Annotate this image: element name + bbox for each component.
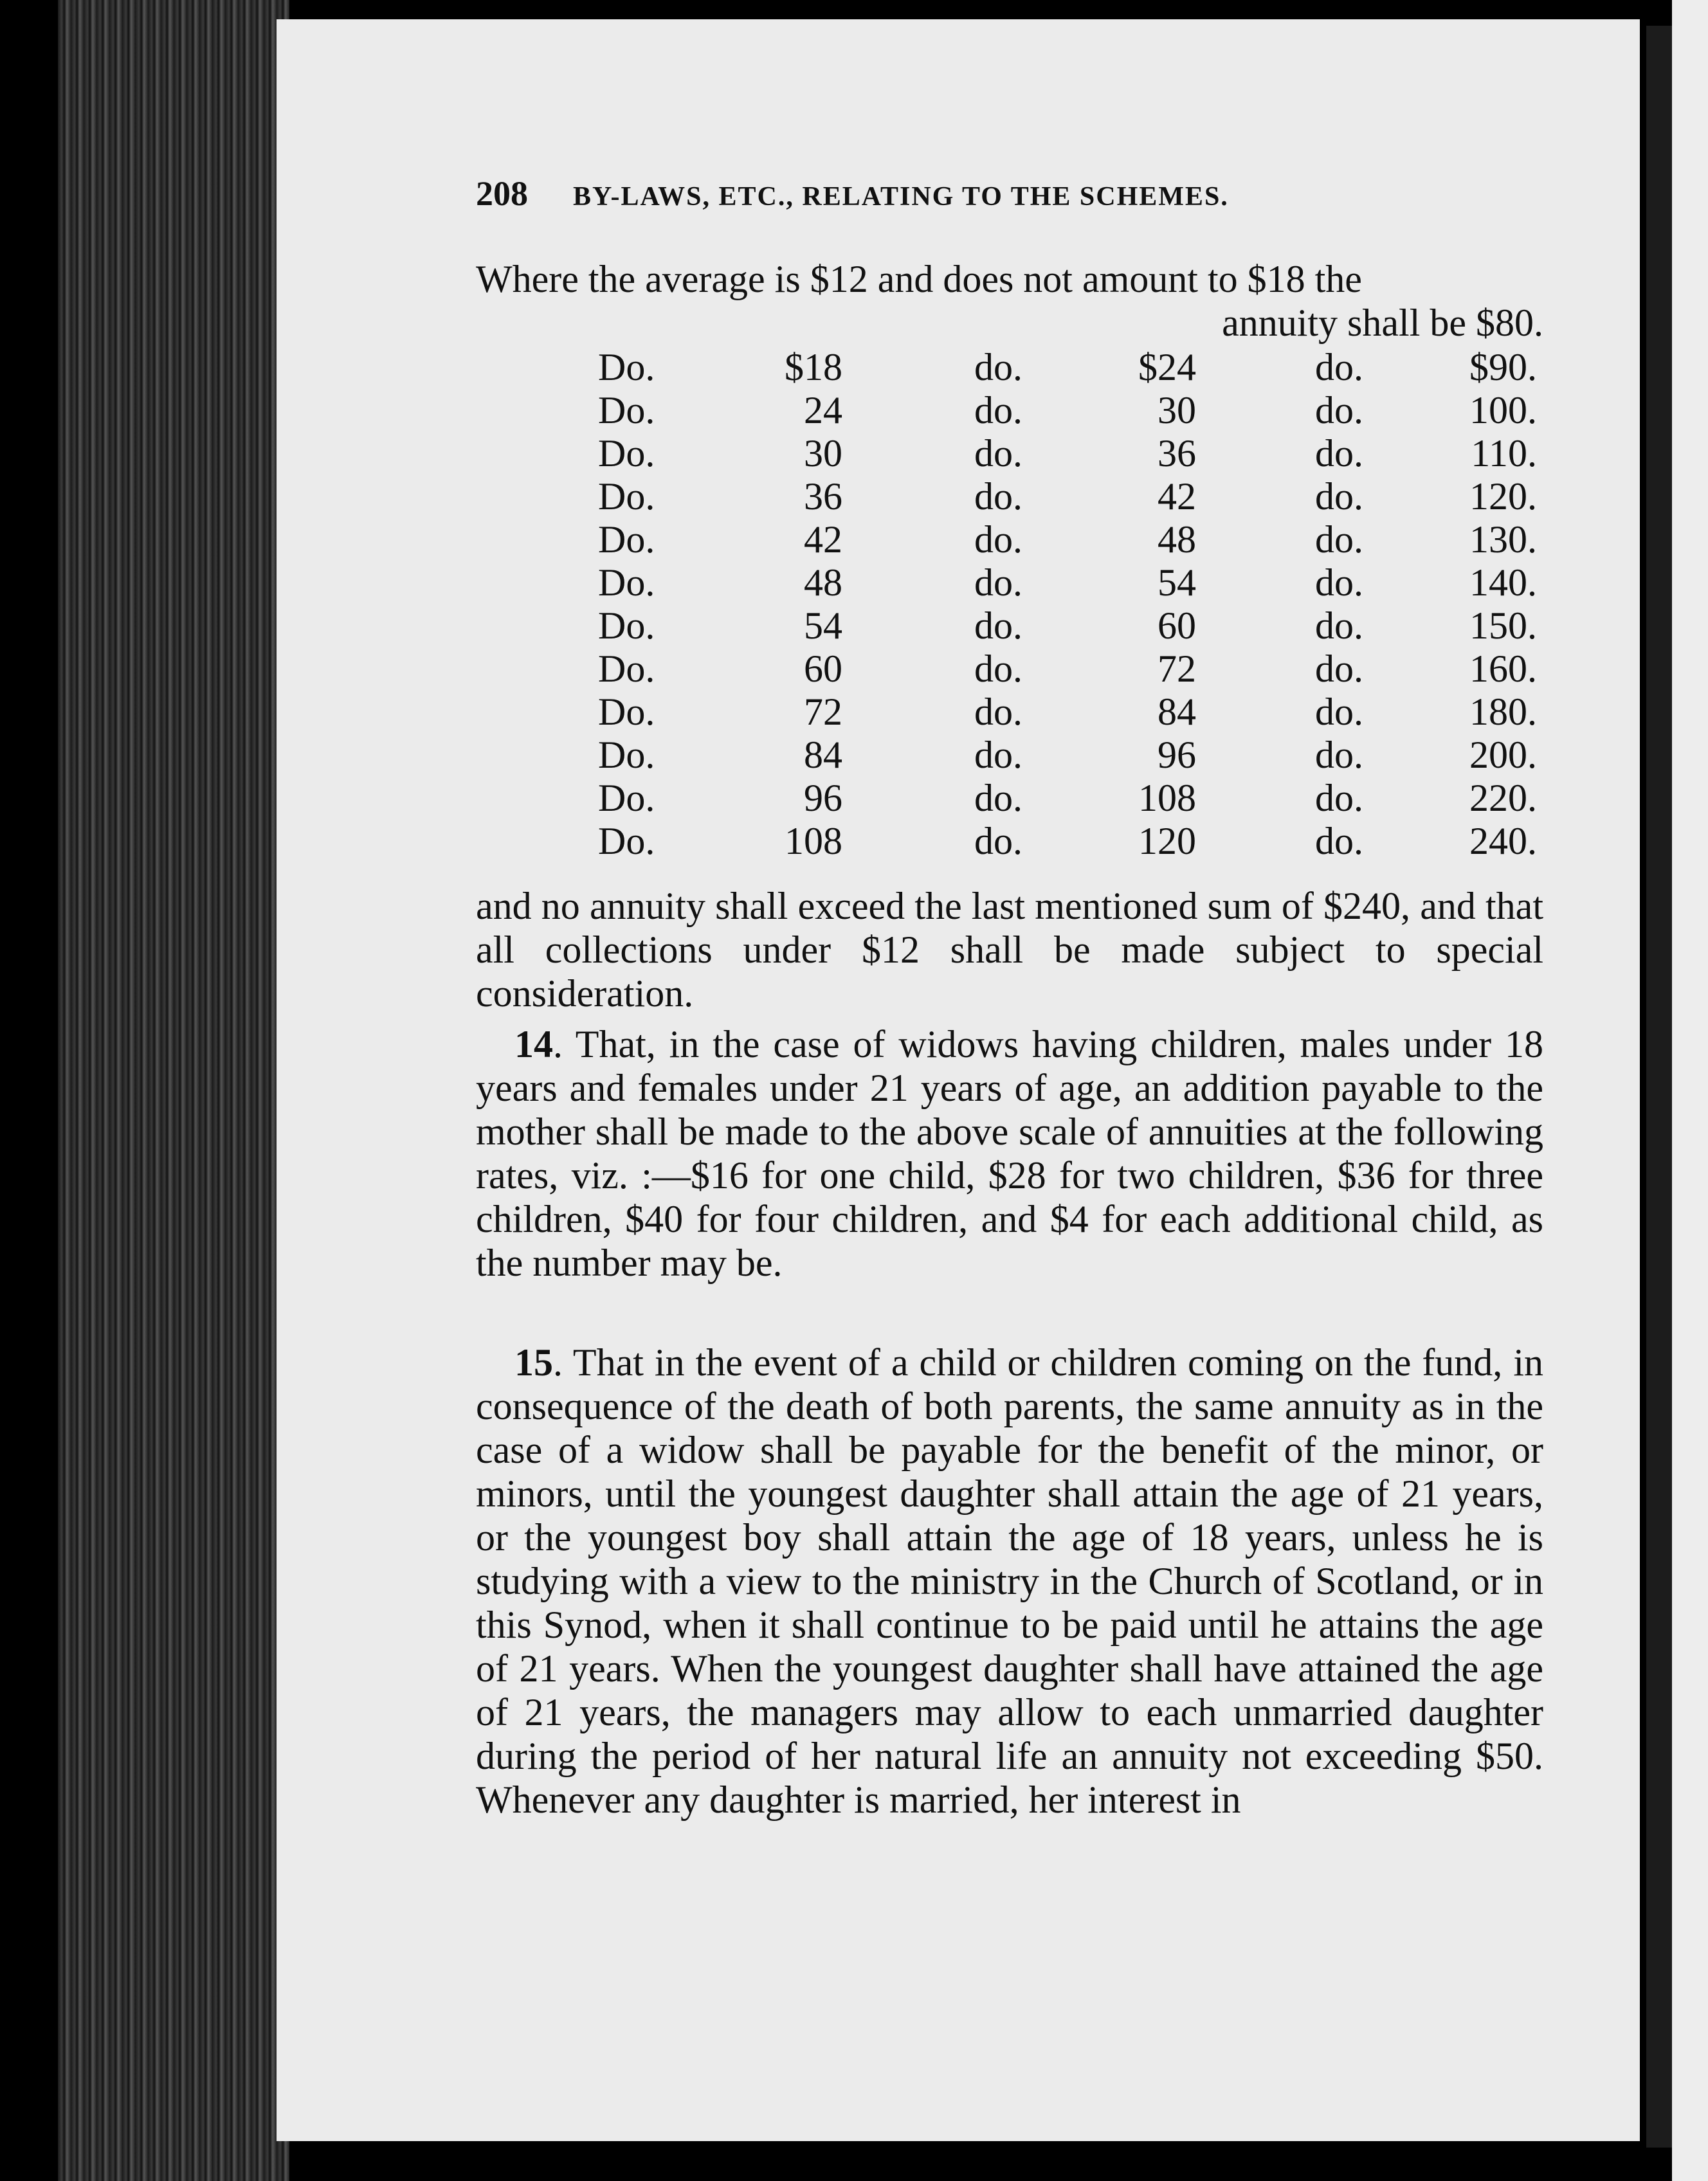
table-cell-label: Do. — [598, 432, 655, 475]
binding-shadow — [1646, 26, 1672, 2148]
table-cell-annuity: 150. — [1469, 604, 1537, 647]
table-row — [598, 691, 1537, 734]
table-cell-annuity: 140. — [1469, 561, 1537, 604]
table-cell-annuity: 180. — [1469, 691, 1537, 733]
paragraph-15 — [476, 1341, 1543, 1822]
table-cell-from: 84 — [804, 734, 842, 776]
table-cell-annuity: 100. — [1469, 389, 1537, 431]
table-cell-mid2: do. — [1315, 734, 1363, 776]
table-cell-label: Do. — [598, 389, 655, 431]
table-cell-mid2: do. — [1315, 475, 1363, 518]
table-cell-to: 84 — [1158, 691, 1196, 733]
table-cell-from: 42 — [804, 518, 842, 561]
table-cell-mid: do. — [974, 691, 1022, 733]
table-cell-mid2: do. — [1315, 518, 1363, 561]
table-cell-label: Do. — [598, 561, 655, 604]
paragraph-number: 15 — [514, 1341, 553, 1384]
table-cell-to: 48 — [1158, 518, 1196, 561]
table-cell-mid: do. — [974, 604, 1022, 647]
table-cell-to: 54 — [1158, 561, 1196, 604]
table-cell-label: Do. — [598, 647, 655, 690]
table-cell-mid: do. — [974, 475, 1022, 518]
table-cell-from: 30 — [804, 432, 842, 475]
table-cell-mid: do. — [974, 518, 1022, 561]
table-row — [598, 475, 1537, 518]
table-cell-from: $18 — [785, 346, 842, 388]
table-cell-mid2: do. — [1315, 432, 1363, 475]
table-row — [598, 346, 1537, 389]
paragraph-text: . That, in the case of widows having children, males under 18 years and females under 21 years of age, an addition payable to the mother shall be made to the above scale of annuities at the following rates, viz. :—$16 for one child, $28 for two children, $36 for three children, $40 for four children, and $4 for each additional child, as the number may be. — [476, 1023, 1543, 1284]
table-cell-from: 72 — [804, 691, 842, 733]
table-cell-to: $24 — [1138, 346, 1196, 388]
table-cell-mid: do. — [974, 346, 1022, 388]
table-cell-to: 36 — [1158, 432, 1196, 475]
table-cell-to: 60 — [1158, 604, 1196, 647]
table-cell-mid2: do. — [1315, 647, 1363, 690]
table-cell-mid2: do. — [1315, 604, 1363, 647]
table-cell-from: 96 — [804, 777, 842, 819]
table-cell-annuity: 220. — [1469, 777, 1537, 819]
table-cell-to: 120 — [1138, 820, 1196, 862]
table-cell-annuity: 120. — [1469, 475, 1537, 518]
table-cell-label: Do. — [598, 346, 655, 388]
table-cell-mid2: do. — [1315, 820, 1363, 862]
table-row — [598, 604, 1537, 647]
closing-paragraph: and no annuity shall exceed the last mentioned sum of $240, and that all collections under $12 shall be made subject to special consideration. — [476, 885, 1543, 1015]
table-cell-from: 54 — [804, 604, 842, 647]
table-cell-annuity: 240. — [1469, 820, 1537, 862]
table-cell-mid: do. — [974, 734, 1022, 776]
table-cell-annuity: 200. — [1469, 734, 1537, 776]
table-cell-mid2: do. — [1315, 389, 1363, 431]
table-cell-mid: do. — [974, 432, 1022, 475]
table-cell-label: Do. — [598, 777, 655, 819]
table-row — [598, 647, 1537, 691]
table-cell-annuity: 160. — [1469, 647, 1537, 690]
table-cell-annuity: $90. — [1469, 346, 1537, 388]
table-cell-from: 24 — [804, 389, 842, 431]
table-cell-from: 60 — [804, 647, 842, 690]
intro-line-2: annuity shall be $80. — [1222, 302, 1543, 344]
table-cell-to: 42 — [1158, 475, 1196, 518]
table-cell-from: 108 — [785, 820, 842, 862]
table-cell-to: 30 — [1158, 389, 1196, 431]
table-row — [598, 561, 1537, 604]
paragraph-text: . That in the event of a child or children coming on the fund, in consequence of the death of both parents, the same annuity as in the case of a widow shall be payable for the benefit of the minor, or minors, until the youngest daughter shall attain the age of 21 years, or the youngest boy shall attain the age of 18 years, unless he is studying with a view to the ministry in the Church of Scotland, or in this Synod, when it shall continue to be paid until he attains the age of 21 years. When the youngest daughter shall have attained the age of 21 years, the managers may allow to each unmarried daughter during the period of her natural life an annuity not exceeding $50. Whenever any daughter is married, her interest in — [476, 1341, 1543, 1821]
table-row — [598, 777, 1537, 820]
table-cell-mid: do. — [974, 389, 1022, 431]
table-cell-label: Do. — [598, 734, 655, 776]
paragraph-14 — [476, 1022, 1543, 1285]
table-cell-label: Do. — [598, 691, 655, 733]
table-cell-to: 108 — [1138, 777, 1196, 819]
table-cell-mid: do. — [974, 647, 1022, 690]
table-cell-from: 48 — [804, 561, 842, 604]
table-cell-annuity: 110. — [1471, 432, 1537, 475]
table-cell-label: Do. — [598, 604, 655, 647]
page-number: 208 — [476, 174, 528, 213]
table-row — [598, 820, 1537, 863]
table-row — [598, 432, 1537, 475]
table-cell-label: Do. — [598, 518, 655, 561]
page-header — [476, 174, 1415, 213]
table-cell-mid2: do. — [1315, 561, 1363, 604]
table-cell-mid2: do. — [1315, 777, 1363, 819]
table-cell-to: 96 — [1158, 734, 1196, 776]
table-cell-mid: do. — [974, 820, 1022, 862]
table-row — [598, 389, 1537, 432]
annuity-scale-table — [598, 346, 1537, 863]
table-cell-from: 36 — [804, 475, 842, 518]
table-cell-label: Do. — [598, 475, 655, 518]
intro-line-1: Where the average is $12 and does not amount to $18 the — [476, 258, 1362, 300]
paragraph-number: 14 — [514, 1023, 553, 1065]
page-edges — [58, 0, 289, 2181]
running-title: BY-LAWS, ETC., RELATING TO THE SCHEMES. — [573, 182, 1229, 212]
intro-text — [476, 257, 1543, 345]
table-cell-mid2: do. — [1315, 346, 1363, 388]
table-cell-annuity: 130. — [1469, 518, 1537, 561]
table-cell-label: Do. — [598, 820, 655, 862]
table-row — [598, 518, 1537, 561]
table-cell-mid: do. — [974, 561, 1022, 604]
table-cell-mid2: do. — [1315, 691, 1363, 733]
table-cell-mid: do. — [974, 777, 1022, 819]
table-row — [598, 734, 1537, 777]
table-cell-to: 72 — [1158, 647, 1196, 690]
facing-page-edge — [1672, 0, 1708, 2181]
